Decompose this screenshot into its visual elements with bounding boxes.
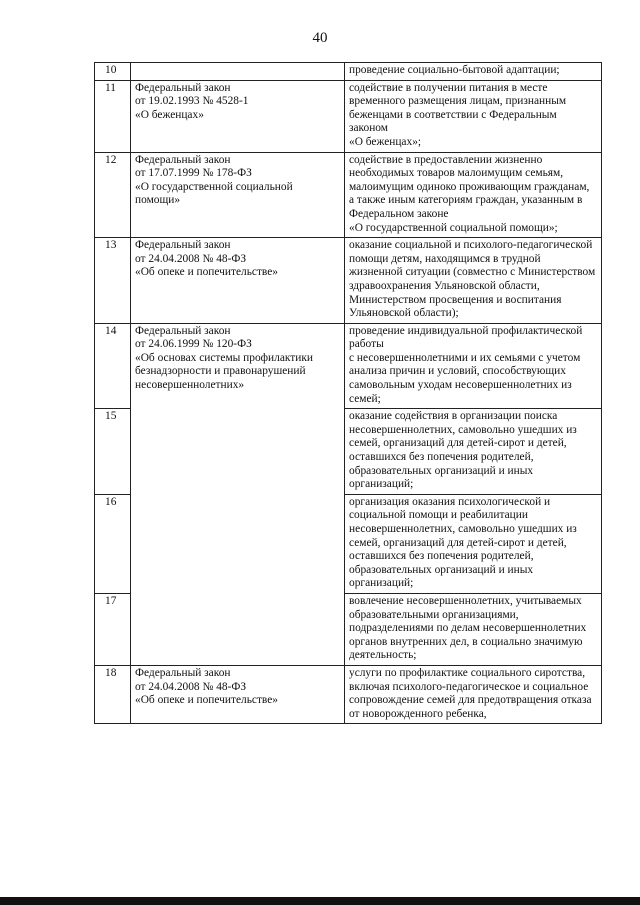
law-cell: Федеральный закон от 19.02.1993 № 4528-1 «О беженцах» [131,80,345,152]
law-cell: Федеральный закон от 24.04.2008 № 48-ФЗ «Об опеке и попечительстве» [131,238,345,324]
scan-bottom-edge [0,897,640,905]
row-number: 11 [95,80,131,152]
row-number: 18 [95,665,131,723]
row-number: 13 [95,238,131,324]
law-cell: Федеральный закон от 24.06.1999 № 120-ФЗ «Об основах системы профилактики безнадзорности и правонарушений несовершеннолетних» [131,323,345,665]
service-cell: оказание социальной и психолого-педагогической помощи детям, находящимся в трудной жизненной ситуации (совместно с Министерством здравоохранения Ульяновской области, Министерством просвещения и воспитания Ульяновской области); [345,238,602,324]
law-cell: Федеральный закон от 17.07.1999 № 178-ФЗ «О государственной социальной помощи» [131,152,345,238]
service-cell: содействие в получении питания в месте временного размещения лицам, признанным беженцами в соответствии с Федеральным законом «О беженцах»; [345,80,602,152]
table-row [95,152,602,238]
table-row [95,665,602,723]
table-row [95,323,602,409]
service-cell: проведение социально-бытовой адаптации; [345,63,602,81]
service-cell: вовлечение несовершеннолетних, учитываемых образовательными организациями, подразделениями по делам несовершеннолетних органов внутренних дел, в социально значимую деятельность; [345,593,602,665]
law-cell [131,63,345,81]
row-number: 10 [95,63,131,81]
row-number: 14 [95,323,131,409]
service-cell: оказание содействия в организации поиска несовершеннолетних, самовольно ушедших из семей, организаций для детей-сирот и детей, оставшихся без попечения родителей, образовательных организаций и иных организаций; [345,409,602,495]
service-cell: организация оказания психологической и социальной помощи и реабилитации несовершеннолетних, самовольно ушедших из семей, организаций для детей-сирот и детей, оставшихся без попечения родителей, образовательных организаций и иных организаций; [345,494,602,593]
service-cell: проведение индивидуальной профилактической работы с несовершеннолетними и их семьями с учетом анализа причин и условий, способствующих самовольным уходам несовершеннолетних из семей; [345,323,602,409]
law-cell: Федеральный закон от 24.04.2008 № 48-ФЗ «Об опеке и попечительстве» [131,665,345,723]
row-number: 12 [95,152,131,238]
service-cell: услуги по профилактике социального сиротства, включая психолого-педагогическое и социальное сопровождение семей для предотвращения отказа от новорожденного ребенка, [345,665,602,723]
service-cell: содействие в предоставлении жизненно необходимых товаров малоимущим семьям, малоимущим одиноко проживающим гражданам, а также иным категориям граждан, указанным в Федеральном законе «О государственной социальной помощи»; [345,152,602,238]
services-table [94,62,602,724]
page-number: 40 [312,30,328,46]
table-row [95,238,602,324]
row-number: 16 [95,494,131,593]
row-number: 17 [95,593,131,665]
table-row [95,63,602,81]
table-row [95,80,602,152]
row-number: 15 [95,409,131,495]
